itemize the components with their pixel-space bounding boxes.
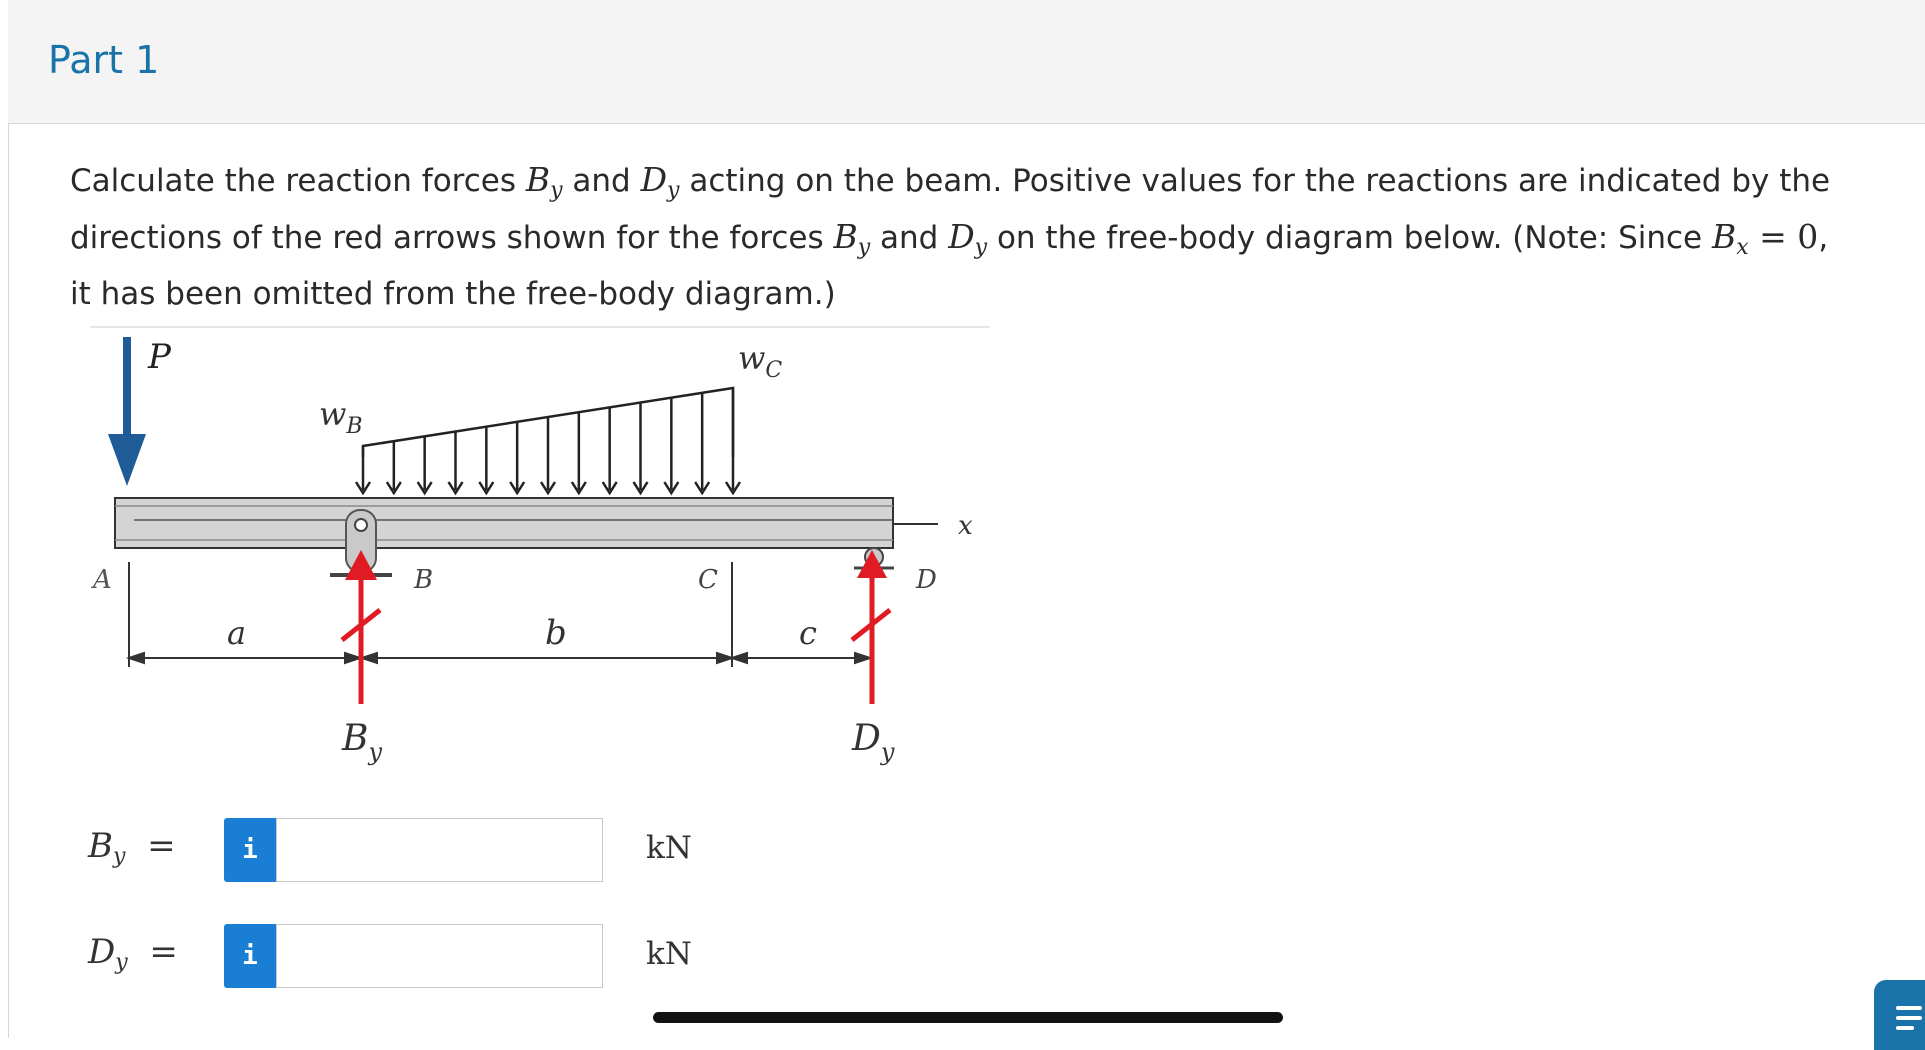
q-eq: = 0 [1748, 217, 1819, 256]
question-text [70, 157, 1850, 317]
unit-label-by: kN [646, 830, 692, 866]
free-body-diagram [90, 322, 995, 772]
label-dim-a: a [227, 614, 247, 652]
answer-label-by: $B_y$ = [88, 826, 176, 869]
info-button-by[interactable]: i [224, 818, 276, 882]
by-answer-input[interactable] [276, 818, 603, 882]
q-by: $B_y$ [525, 160, 563, 203]
reaction-arrow-dy [852, 550, 890, 704]
q-dy-2: $D_y$ [948, 217, 988, 260]
q-dy: $D_y$ [640, 160, 680, 203]
label-d-point: D [916, 565, 937, 595]
q-bx: $B_x$ [1711, 217, 1749, 260]
answer-label-dy: $D_y$ = [88, 932, 178, 975]
info-button-dy[interactable]: i [224, 924, 276, 988]
distributed-load-arrows [356, 388, 740, 493]
label-b-point: B [414, 565, 434, 595]
label-c-point: C [698, 565, 718, 595]
label-p: P [148, 337, 171, 377]
q-text-3: acting on the beam. Positive values for the reactions are indicated by the directions of the red arrows shown for the forces [70, 163, 1831, 256]
load-p-arrow [108, 337, 146, 486]
label-wc: $w_C$ [738, 339, 783, 383]
label-wb: $w_B$ [319, 395, 363, 439]
label-by-reaction: $B_y$ [342, 718, 383, 766]
part-header [8, 0, 1925, 124]
q-text-4: and [870, 220, 949, 256]
label-dim-b: b [545, 613, 567, 653]
q-text-1: Calculate the reaction forces [70, 163, 526, 199]
chat-icon[interactable] [1874, 980, 1925, 1050]
q-by-2: $B_y$ [833, 217, 871, 260]
label-dy-reaction: $D_y$ [852, 718, 895, 766]
label-dim-c: c [799, 614, 817, 652]
label-x: x [958, 511, 973, 541]
unit-label-dy: kN [646, 936, 692, 972]
q-text-6: , it has been omitted from the free-body diagram.) [70, 220, 1829, 312]
q-text-5: on the free-body diagram below. (Note: Since [987, 220, 1712, 256]
part-title: Part 1 [48, 38, 160, 82]
label-a-point: A [93, 565, 112, 595]
horizontal-scrollbar[interactable] [653, 1012, 1283, 1023]
dy-answer-input[interactable] [276, 924, 603, 988]
q-text-2: and [562, 163, 641, 199]
beam [115, 498, 938, 548]
